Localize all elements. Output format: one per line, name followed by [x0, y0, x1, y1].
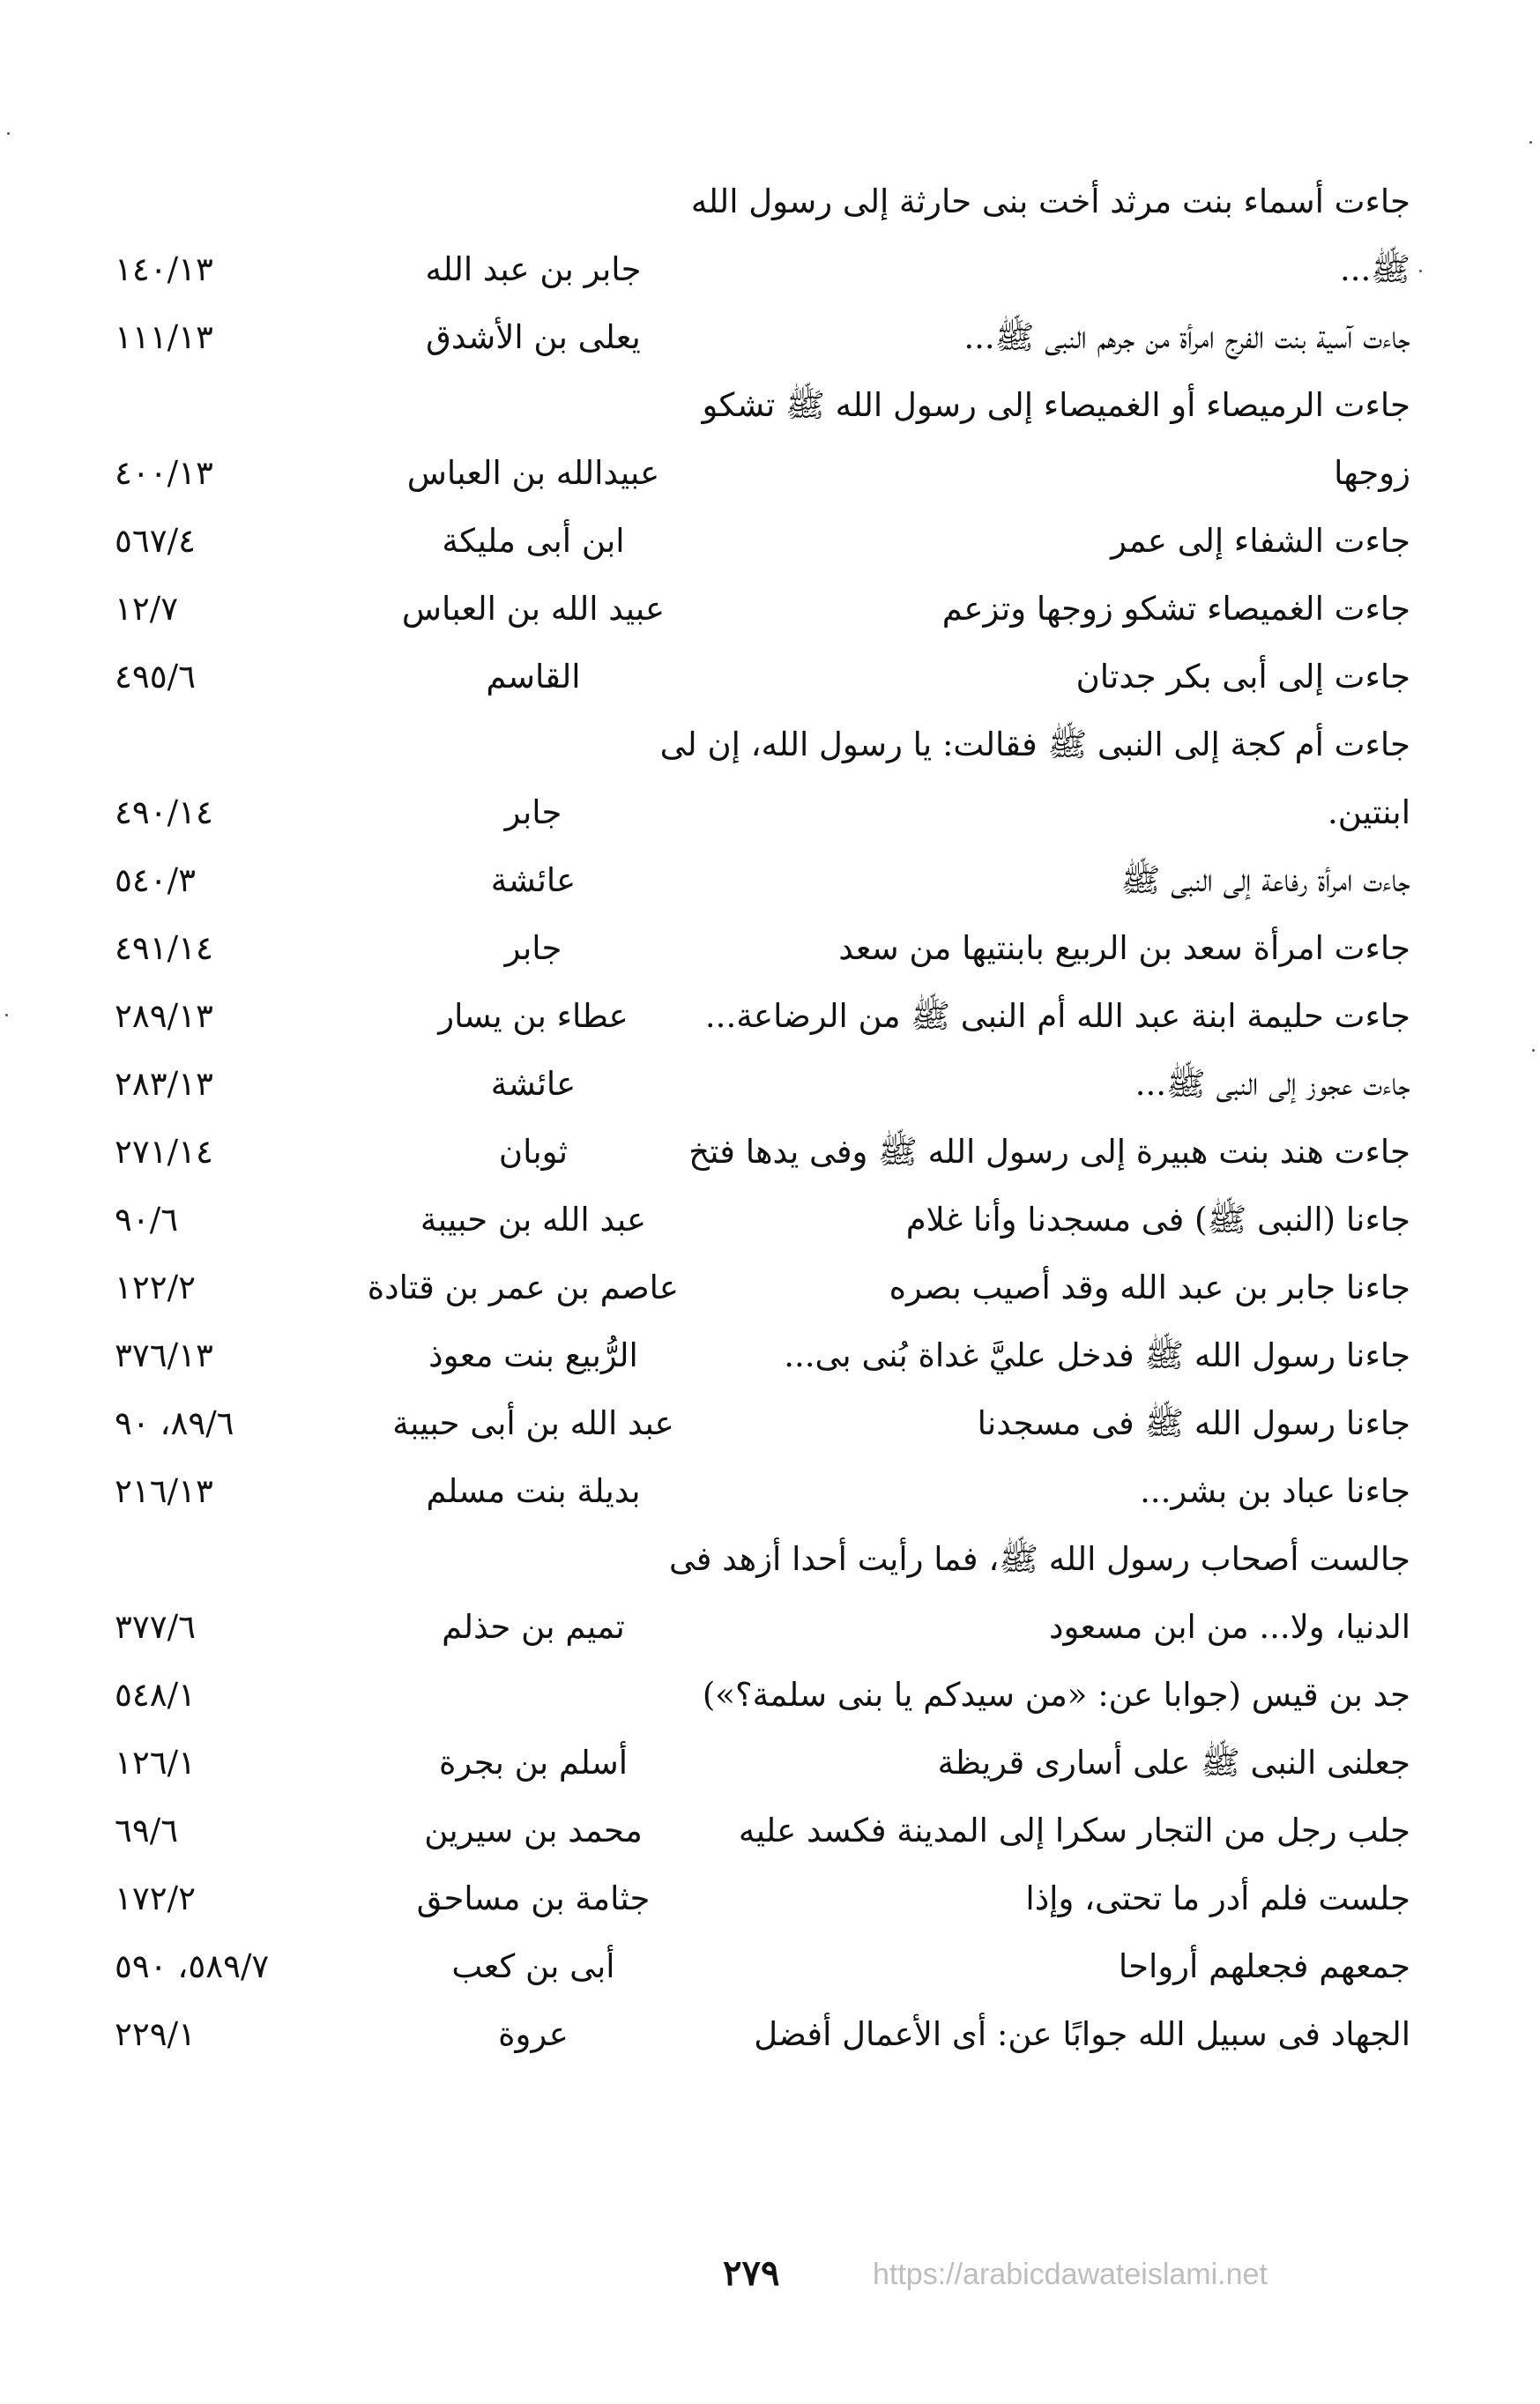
entry-reference: ٢١٦/١٣	[115, 1472, 213, 1510]
index-entry	[106, 914, 1410, 982]
entry-text: جاءنا جابر بن عبد الله وقد أصيب بصره	[889, 1269, 1410, 1306]
entry-text: جاءت أسماء بنت مرثد أخت بنى حارثة إلى رسول الله	[690, 182, 1410, 220]
entry-reference: ٥٨٩/٧، ٥٩٠	[115, 1947, 270, 1985]
index-entry	[106, 1593, 1410, 1661]
watermark-url: https://arabicdawateislami.net	[873, 2258, 1268, 2291]
scan-speck	[1529, 141, 1532, 144]
entry-text: جاءت الغميصاء تشكو زوجها وتزعم	[941, 590, 1410, 628]
index-entry	[106, 846, 1410, 914]
scan-speck	[5, 1014, 8, 1016]
entry-text: جلست فلم أدر ما تحتى، وإذا	[1025, 1879, 1410, 1917]
entry-narrator: جابر	[504, 929, 562, 967]
entry-text: الجهاد فى سبيل الله جوابًا عن: أى الأعمال أفضل	[754, 2015, 1410, 2053]
index-entry	[106, 1457, 1410, 1525]
entry-narrator: يعلى بن الأشدق	[426, 318, 641, 356]
entry-reference: ٢٨٩/١٣	[115, 997, 213, 1035]
entry-reference: ٤٩٥/٦	[115, 658, 196, 696]
entry-text: زوجها	[1334, 454, 1410, 492]
index-entry	[106, 303, 1410, 371]
entry-reference: ٣٧٦/١٣	[115, 1336, 213, 1374]
entry-reference: ١١١/١٣	[115, 318, 213, 356]
entry-text: ابنتين.	[1328, 793, 1410, 831]
entry-text: جاءنا (النبى ﷺ) فى مسجدنا وأنا غلام	[905, 1201, 1410, 1239]
entry-text: الدنيا، ولا... من ابن مسعود	[1049, 1608, 1410, 1646]
entry-narrator: جابر بن عبد الله	[425, 250, 642, 288]
index-entry	[106, 711, 1410, 778]
entry-text: جاءنا عباد بن بشر...	[1140, 1472, 1410, 1510]
entry-reference: ٦٩/٦	[115, 1812, 179, 1850]
entry-reference: ٢٧١/١٤	[115, 1133, 213, 1171]
scan-speck	[1419, 270, 1422, 272]
entry-text: ﷺ...	[1340, 250, 1410, 288]
entry-narrator: جثامة بن مساحق	[416, 1879, 651, 1917]
index-entry	[106, 1118, 1410, 1186]
entry-reference: ١٧٢/٢	[115, 1879, 196, 1917]
entry-narrator: الرُّبيع بنت معوذ	[428, 1336, 638, 1374]
entry-narrator: عبيدالله بن العباس	[406, 454, 660, 492]
entry-narrator: عائشة	[490, 861, 577, 899]
index-entry	[106, 1864, 1410, 1932]
index-entry	[106, 1389, 1410, 1457]
page-number: ٢٧٩	[723, 2252, 780, 2294]
entry-text: جاءت أم كجة إلى النبى ﷺ فقالت: يا رسول الله، إن لى	[659, 726, 1410, 763]
entry-narrator: محمد بن سيرين	[424, 1812, 643, 1850]
entry-text: جمعهم فجعلهم أرواحا	[1118, 1947, 1410, 1985]
index-entry	[106, 167, 1410, 235]
entry-text: جاءنا رسول الله ﷺ فدخل عليَّ غداة بُنى بى...	[784, 1336, 1410, 1374]
page-footer	[0, 2252, 1540, 2305]
entry-reference: ٥٤٨/١	[115, 1676, 196, 1714]
entry-narrator: أبى بن كعب	[451, 1947, 615, 1985]
entry-text: جاءت الرميصاء أو الغميصاء إلى رسول الله ﷺ تشكو	[702, 386, 1410, 424]
entry-narrator: عاصم بن عمر بن قتادة	[367, 1269, 679, 1306]
entry-narrator: عطاء بن يسار	[438, 997, 629, 1035]
index-entry	[106, 1186, 1410, 1254]
index-entry	[106, 1729, 1410, 1797]
entry-reference: ٥٤٠/٣	[115, 861, 196, 899]
scan-speck	[1532, 1049, 1535, 1052]
entry-text: جاءت حليمة ابنة عبد الله أم النبى ﷺ من الرضاعة...	[704, 997, 1410, 1035]
index-entry	[106, 1254, 1410, 1321]
entry-reference: ١٢٢/٢	[115, 1269, 196, 1306]
entry-reference: ٢٨٣/١٣	[115, 1065, 213, 1103]
entry-reference: ١٢/٧	[115, 590, 179, 628]
index-entry	[106, 1525, 1410, 1593]
entry-reference: ١٤٠/١٣	[115, 250, 213, 288]
index-entry	[106, 575, 1410, 643]
entry-text: جد بن قيس (جوابا عن: «من سيدكم يا بنى سلمة؟»)	[702, 1676, 1410, 1714]
index-entry	[106, 982, 1410, 1050]
entry-narrator: بديلة بنت مسلم	[426, 1472, 641, 1510]
entry-text: جاءت هند بنت هبيرة إلى رسول الله ﷺ وفى يدها فتخ	[688, 1133, 1410, 1171]
entry-reference: ٤٩٠/١٤	[115, 793, 213, 831]
entry-narrator: جابر	[504, 793, 562, 831]
entry-narrator: عروة	[498, 2015, 569, 2053]
entry-narrator: ابن أبى مليكة	[442, 522, 625, 560]
entry-narrator: القاسم	[486, 658, 581, 696]
entry-text: جاءت آسية بنت الفرج امرأة من جرهم النبى ﷺ...	[963, 318, 1410, 356]
entry-reference: ٤٠٠/١٣	[115, 454, 213, 492]
entry-text: جاءت امرأة سعد بن الربيع بابنتيها من سعد	[838, 929, 1410, 967]
entry-text: جاءت امرأة رفاعة إلى النبى ﷺ	[1120, 861, 1410, 899]
entry-narrator: عبيد الله بن العباس	[401, 590, 666, 628]
entry-reference: ٤٩١/١٤	[115, 929, 213, 967]
hadith-index-list	[106, 167, 1410, 2068]
entry-narrator: عبد الله بن حبيبة	[420, 1201, 647, 1239]
entry-reference: ١٢٦/١	[115, 1744, 196, 1782]
entry-narrator: عائشة	[490, 1065, 577, 1103]
scan-speck	[7, 132, 10, 135]
entry-narrator: تميم بن حذلم	[442, 1608, 625, 1646]
index-entry	[106, 1050, 1410, 1118]
index-entry	[106, 439, 1410, 507]
index-entry	[106, 1932, 1410, 2000]
index-entry	[106, 1797, 1410, 1864]
entry-reference: ٩٠/٦	[115, 1201, 179, 1239]
entry-narrator: ثوبان	[498, 1133, 569, 1171]
entry-text: جاءت الشفاء إلى عمر	[1111, 522, 1410, 560]
index-entry	[106, 643, 1410, 711]
entry-narrator: عبد الله بن أبى حبيبة	[392, 1404, 674, 1442]
entry-text: جعلنى النبى ﷺ على أسارى قريظة	[937, 1744, 1410, 1782]
index-entry	[106, 507, 1410, 575]
entry-reference: ٣٧٧/٦	[115, 1608, 196, 1646]
entry-text: جاءنا رسول الله ﷺ فى مسجدنا	[977, 1404, 1410, 1442]
entry-text: جاءت إلى أبى بكر جدتان	[1075, 658, 1410, 696]
index-entry	[106, 778, 1410, 846]
index-entry	[106, 371, 1410, 439]
entry-reference: ٢٢٩/١	[115, 2015, 196, 2053]
entry-text: جلب رجل من التجار سكرا إلى المدينة فكسد عليه	[738, 1812, 1410, 1850]
entry-text: جالست أصحاب رسول الله ﷺ، فما رأيت أحدا أزهد فى	[668, 1540, 1410, 1578]
entry-reference: ٥٦٧/٤	[115, 522, 196, 560]
entry-text: جاءت عجوز إلى النبى ﷺ...	[1135, 1065, 1410, 1103]
index-entry	[106, 1321, 1410, 1389]
entry-reference: ٨٩/٦، ٩٠	[115, 1404, 234, 1442]
index-entry	[106, 235, 1410, 303]
entry-narrator: أسلم بن بجرة	[438, 1744, 629, 1782]
index-entry	[106, 2000, 1410, 2068]
index-entry	[106, 1661, 1410, 1729]
